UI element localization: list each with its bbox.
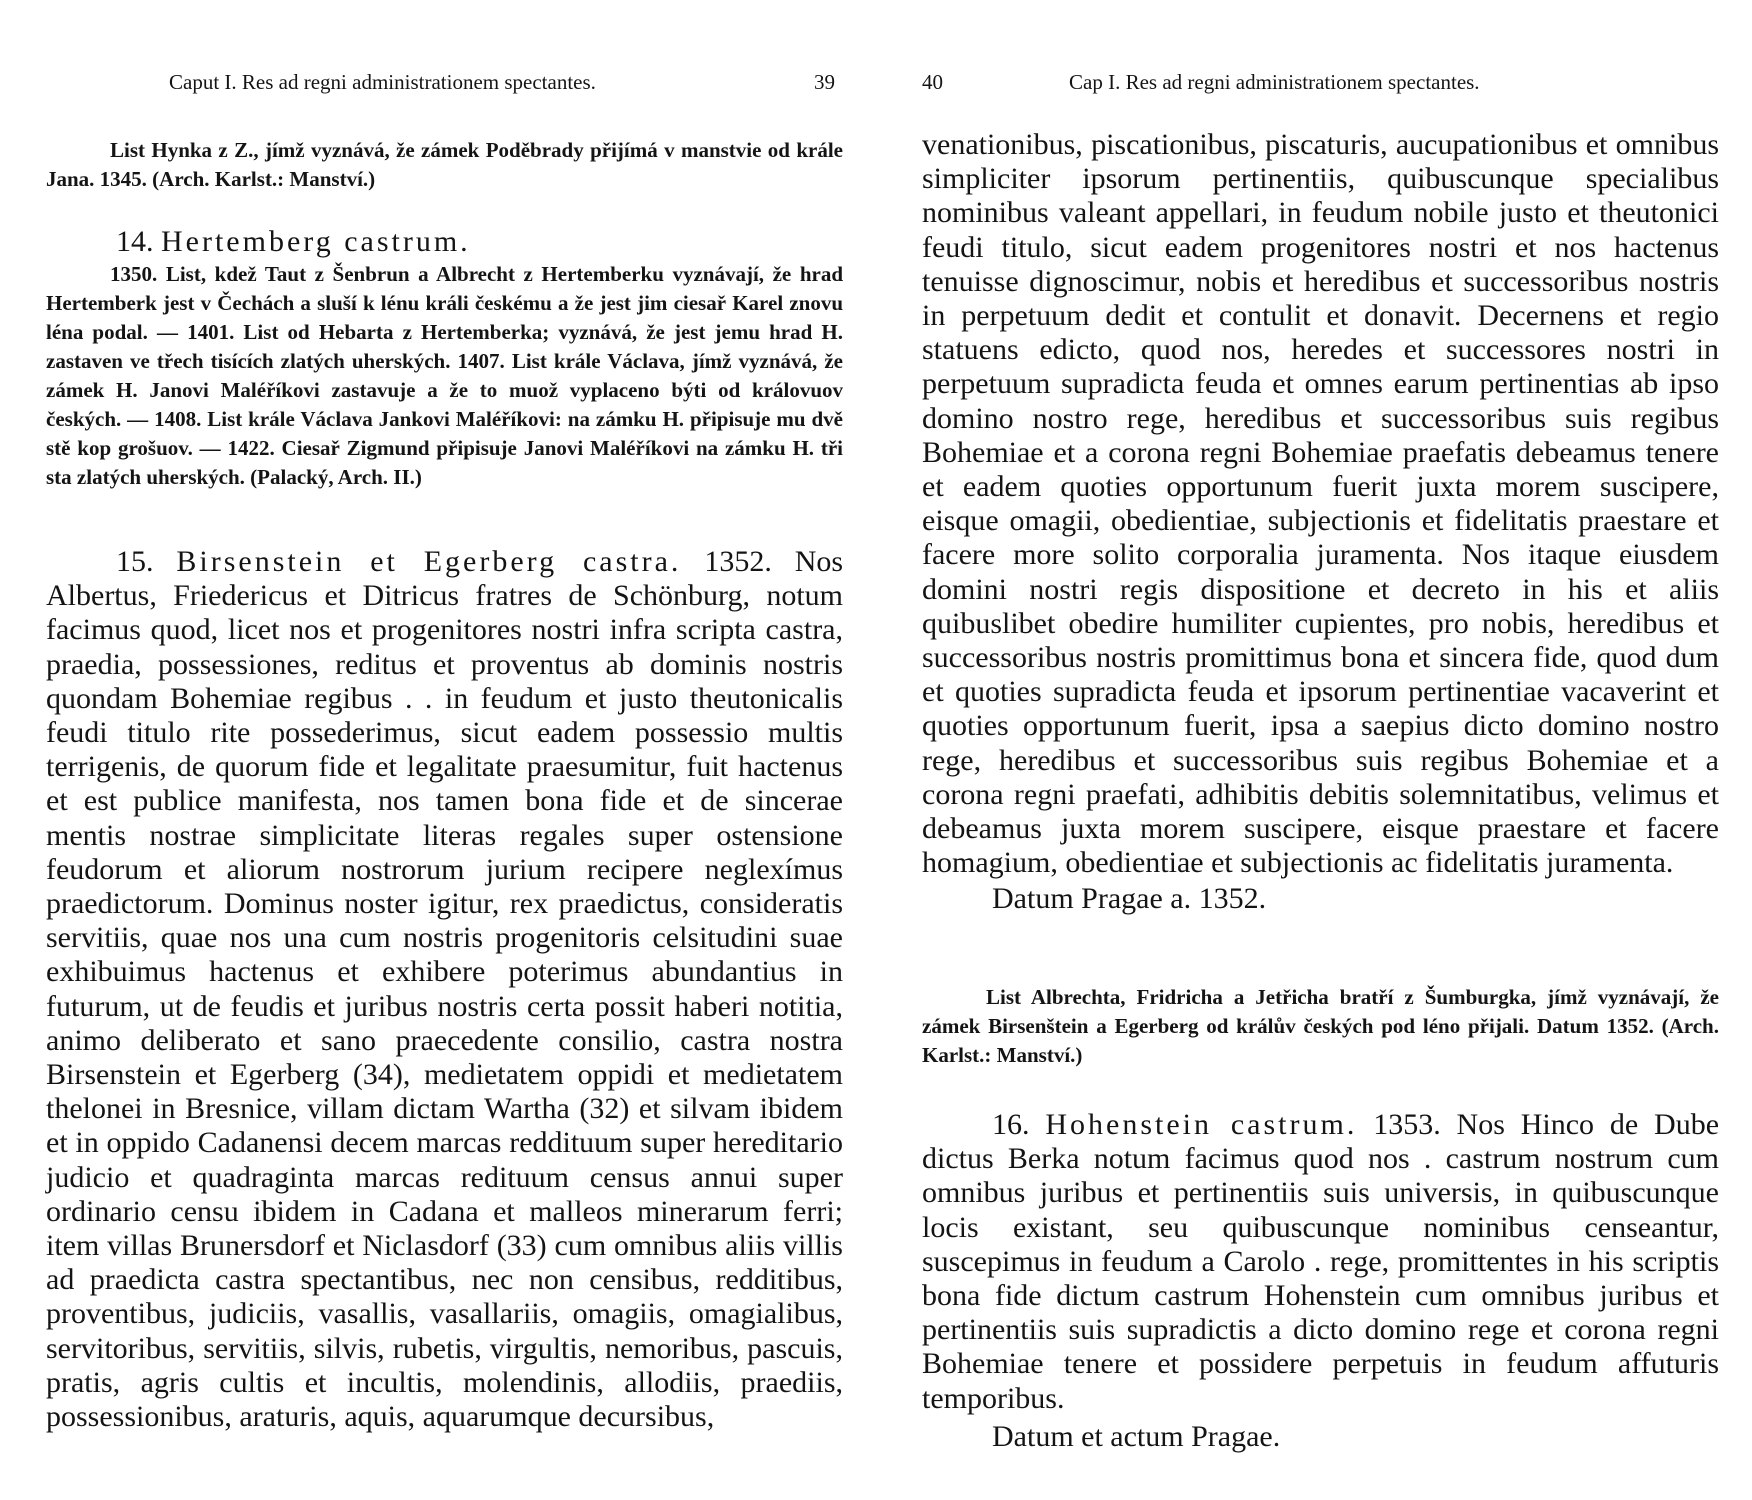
section-text: Nos Hinco de Dube dictus Berka notum facimus quod nos . castrum nostrum cum omnibus juribus et pertinentiis suis universis, in quibuscunque locis existant, seu quibuscunque nominibus censeantur, suscepimus in feudum a Carolo . rege, promittentes in his scriptis bona fide dictum castrum Hohenstein cum omnibus juribus et pertinentiis suis supradictis a dicto domino rege et corona regni Bohemiae tenere et possidere perpetuis in feudum affuturis temporibus. [922, 1108, 1720, 1415]
archival-note [922, 983, 1719, 1070]
note-text: List Hynka z Z., jímž vyznává, že zámek Poděbrady přijímá v manstvie od krále Jana. 1345. (Arch. Karlst.: Manství.) [46, 138, 843, 191]
running-head [922, 70, 1719, 110]
running-head-title: Caput I. Res ad regni administrationem spectantes. [169, 70, 596, 94]
section-year: 1352. [704, 545, 772, 578]
running-head [46, 70, 843, 110]
section-text: 1350. List, kdež Taut z Šenbrun a Albrecht z Hertemberku vyznávají, že hrad Hertemberk jest v Čechách a sluší k lénu králi českému a že jest jim ciesař Karel znovu léna podal. — 1401. List od Hebarta z Hertemberka; vyznává, že jest jemu hrad H. zastaven ve třech tisících zlatých uherských. 1407. List krále Václava, jímž vyznává, že zámek H. Janovi Maléříkovi zastavuje a že to muož vyplaceno býti od královuov českých. — 1408. List krále Václava Jankovi Maléříkovi: na zámku H. připisuje mu dvě stě kop grošuov. — 1422. Ciesař Zigmund připisuje Janovi Maléříkovi na zámku H. tři sta zlatých uherských. (Palacký, Arch. II.) [46, 262, 843, 489]
datum-line: Datum et actum Pragae. [992, 1419, 1281, 1453]
datum-line: Datum Pragae a. 1352. [992, 882, 1267, 916]
section-title: Hohenstein castrum. [1045, 1108, 1358, 1141]
section-year: 1353. [1373, 1108, 1441, 1141]
section-title: Hertemberg castrum. [161, 225, 471, 258]
right-page [922, 0, 1719, 1500]
archival-note [46, 136, 843, 194]
section-paragraph [922, 1108, 1719, 1416]
continuation-text [922, 128, 1719, 917]
section-16 [922, 1108, 1719, 1454]
section-number: 16. [992, 1108, 1030, 1141]
section-number: 15. [116, 545, 154, 578]
paragraph: venationibus, piscationibus, piscaturis, aucupationibus et omnibus simpliciter ipsorum pertinentiis, quibuscunque specialibus nominibus valeant appellari, in feudum nobile justo et theutonici feudi titulo, sicut eadem progenitores nostri et nos hactenus tenuisse dignoscimur, nobis et heredibus et successoribus nostris in perpetuum dedit et contulit et donavit. Decernens et regio statuens edicto, quod nos, heredes et successores nostri in perpetuum supradicta feuda et omnes earum pertinentias ab ipso domino nostro rege, heredibus et successoribus suis regibus Bohemiae et a corona regni Bohemiae praefatis debeamus tenere et eadem quoties opportunum fuerit juxta morem suscipere, eisque omagii, obedientiae, subjectionis et fidelitatis praestare et facere more solito corporalia juramenta. Nos itaque eiusdem domini nostri regis dispositione et decreto in his et aliis quibuslibet obedire humiliter cupientes, pro nobis, heredibus et successoribus nostris promittimus bona et sincera fide, quod dum et quoties supradicta feuda et ipsorum pertinentiae vacaverint et quoties opportunum fuerit, ipsa a saepius dicto domino nostro rege, heredibus et successoribus suis regibus Bohemiae et a corona regni praefati, adhibitis debitis solemnitatibus, velimus et debeamus juxta morem suscipere, eisque praestare et facere homagium, obedientiae et subjectionis ac fidelitatis juramenta. [922, 128, 1719, 880]
note-text: List Albrechta, Fridricha a Jetřicha bratří z Šumburgka, jímž vyznávají, že zámek Birsenštein a Egerberg od králův českých pod léno přijali. Datum 1352. (Arch. Karlst.: Manství.) [922, 985, 1719, 1067]
section-text-block [46, 260, 843, 492]
page-number: 40 [922, 70, 943, 94]
left-page [46, 0, 843, 1500]
page-number: 39 [814, 70, 835, 94]
section-heading [46, 224, 843, 260]
running-head-title: Cap I. Res ad regni administrationem spectantes. [1069, 70, 1480, 94]
section-paragraph [46, 545, 843, 1434]
section-text: Nos Albertus, Friedericus et Ditricus fratres de Schönburg, notum facimus quod, licet nos et progenitores nostri infra scripta castra, praedia, possessiones, reditus et proventus ab dominis nostris quondam Bohemiae regibus . . in feudum et justo theutonicalis feudi titulo rite possederimus, sicut eadem possessio multis terrigenis, de quorum fide et legalitate praesumitur, fuit hactenus et est publice manifesta, nos tamen bona fide et de sincerae mentis nostrae simplicitate literas regales super ostensione feudorum et aliorum nostrorum jurium recipere neglexímus praedictorum. Dominus noster igitur, rex praedictus, consideratis servitiis, quae nos una cum nostris progenitoris celsitudini suae exhibuimus hactenus et exhibere poterimus abundantius in futurum, ut de feudis et juribus nostris certa possit haberi notitia, animo deliberato et sano praecedente consilio, castra nostra Birsenstein et Egerberg (34), medietatem oppidi et medietatem thelonei in Bresnice, villam dictam Wartha (32) et silvam ibidem et in oppido Cadanensi decem marcas reddituum super hereditario judicio et quadraginta marcas redituum census annui super ordinario censu ibidem in Cadana et malleos minerarum ferri; item villas Brunersdorf et Niclasdorf (33) cum omnibus aliis villis ad praedicta castra spectantibus, nec non censibus, redditibus, proventibus, judiciis, vasallis, vasallariis, omagiis, omagialibus, servitoribus, servitiis, silvis, rubetis, virgultis, nemoribus, pascuis, pratis, agris cultis et incultis, molendinis, allodiis, praediis, possessionibus, araturis, aquis, aquarumque decursibus, [46, 545, 844, 1434]
section-15 [46, 545, 843, 1434]
section-title: Birsenstein et Egerberg castra. [176, 545, 682, 578]
section-number: 14. [116, 225, 154, 258]
section-14 [46, 224, 843, 492]
